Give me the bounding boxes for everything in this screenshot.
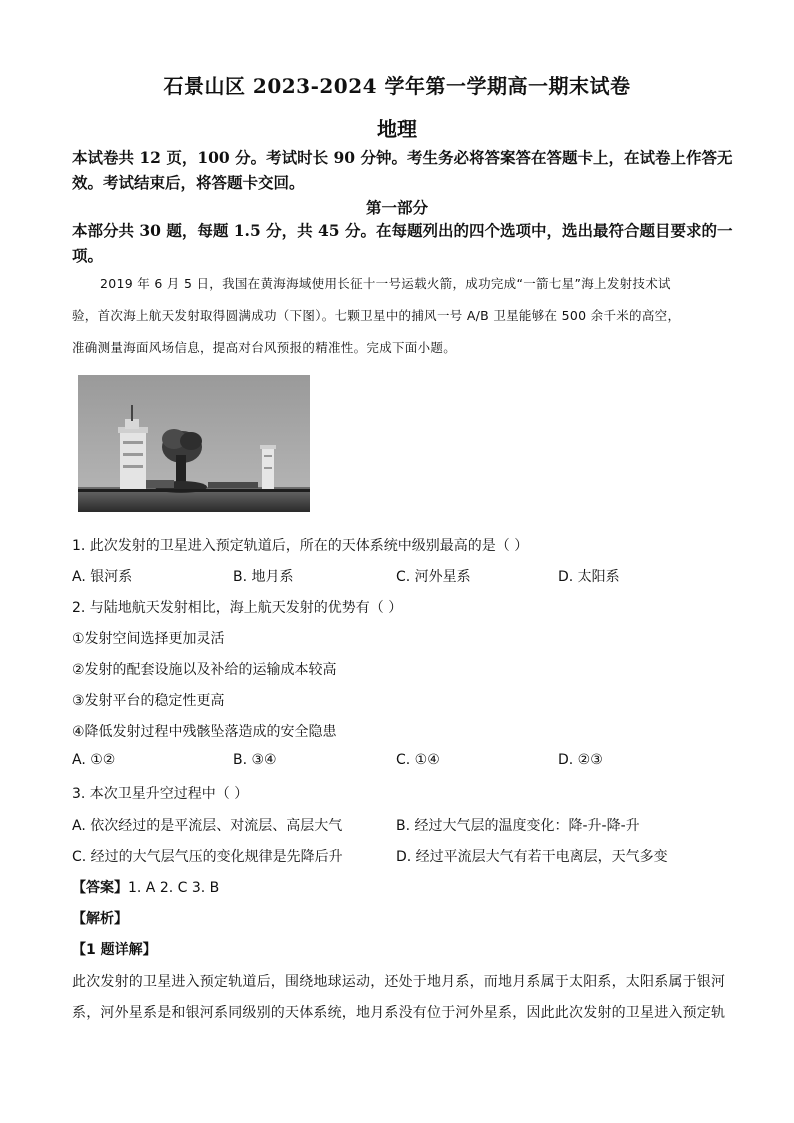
passage-line-2: 验，首次海上航天发射取得圆满成功（下图）。七颗卫星中的捕风一号 A/B 卫星能够在 500 余千米的高空， bbox=[72, 308, 681, 323]
analysis-line-2: 系，河外星系是和银河系同级别的天体系统，地月系没有位于河外星系，因此此次发射的卫星进入预定轨 bbox=[72, 1005, 726, 1021]
analysis-line-1: 此次发射的卫星进入预定轨道后，围绕地球运动，还处于地月系，而地月系属于太阳系，太阳系属于银河 bbox=[72, 974, 726, 990]
question-2-item-2: ②发射的配套设施以及补给的运输成本较高 bbox=[72, 662, 337, 678]
question-1-option-a: A. 银河系 bbox=[72, 569, 133, 585]
question-1-option-d: D. 太阳系 bbox=[558, 569, 620, 585]
question-2-option-c: C. ①④ bbox=[396, 752, 440, 768]
question-2-option-b: B. ③④ bbox=[233, 752, 277, 768]
passage-line-1: 2019 年 6 月 5 日，我国在黄海海域使用长征十一号运载火箭，成功完成“一箭七星”海上发射技术试 bbox=[100, 276, 671, 291]
question-2-option-d: D. ②③ bbox=[558, 752, 603, 768]
answer-label: 【答案】 bbox=[72, 880, 128, 896]
question-3-option-a: A. 依次经过的是平流层、对流层、高层大气 bbox=[72, 818, 343, 834]
answer-line bbox=[72, 877, 219, 897]
intro-line-1: 本试卷共 12 页，100 分。考试时长 90 分钟。考生务必将答案答在答题卡上，在试卷上作答无 bbox=[72, 148, 733, 167]
question-3-option-d: D. 经过平流层大气有若干电离层，天气多变 bbox=[396, 849, 668, 865]
analysis-label: 【解析】 bbox=[72, 911, 128, 927]
subject-title: 地理 bbox=[377, 117, 417, 141]
part-title: 第一部分 bbox=[365, 198, 428, 217]
question-1-option-b: B. 地月系 bbox=[233, 569, 294, 585]
question-2-item-4: ④降低发射过程中残骸坠落造成的安全隐患 bbox=[72, 724, 337, 740]
question-1-option-c: C. 河外星系 bbox=[396, 569, 471, 585]
answer-values: 1. A 2. C 3. B bbox=[128, 880, 220, 896]
question-3-option-b: B. 经过大气层的温度变化：降-升-降-升 bbox=[396, 818, 640, 834]
detail-1-label: 【1 题详解】 bbox=[72, 942, 157, 958]
question-2-item-3: ③发射平台的稳定性更高 bbox=[72, 693, 225, 709]
detail-1-label-line bbox=[72, 939, 157, 959]
rocket-launch-photo bbox=[78, 375, 310, 512]
question-2-stem: 2. 与陆地航天发射相比，海上航天发射的优势有（ ） bbox=[72, 600, 403, 616]
rocket-launch-illustration bbox=[78, 375, 310, 512]
question-3-stem: 3. 本次卫星升空过程中（ ） bbox=[72, 786, 249, 802]
question-3-option-c: C. 经过的大气层气压的变化规律是先降后升 bbox=[72, 849, 343, 865]
intro-line-2: 效。考试结束后，将答题卡交回。 bbox=[72, 173, 305, 192]
question-2-option-a: A. ①② bbox=[72, 752, 116, 768]
passage-line-3: 准确测量海面风场信息，提高对台风预报的精准性。完成下面小题。 bbox=[72, 340, 457, 355]
question-2-item-1: ①发射空间选择更加灵活 bbox=[72, 631, 225, 647]
exam-title: 石景山区 2023-2024 学年第一学期高一期末试卷 bbox=[163, 74, 631, 98]
question-1-stem: 1. 此次发射的卫星进入预定轨道后，所在的天体系统中级别最高的是（ ） bbox=[72, 538, 529, 554]
analysis-label-line bbox=[72, 908, 128, 928]
part-instruction-2: 项。 bbox=[72, 246, 104, 265]
part-instruction-1: 本部分共 30 题，每题 1.5 分，共 45 分。在每题列出的四个选项中，选出最符合题目要求的一 bbox=[72, 221, 733, 240]
